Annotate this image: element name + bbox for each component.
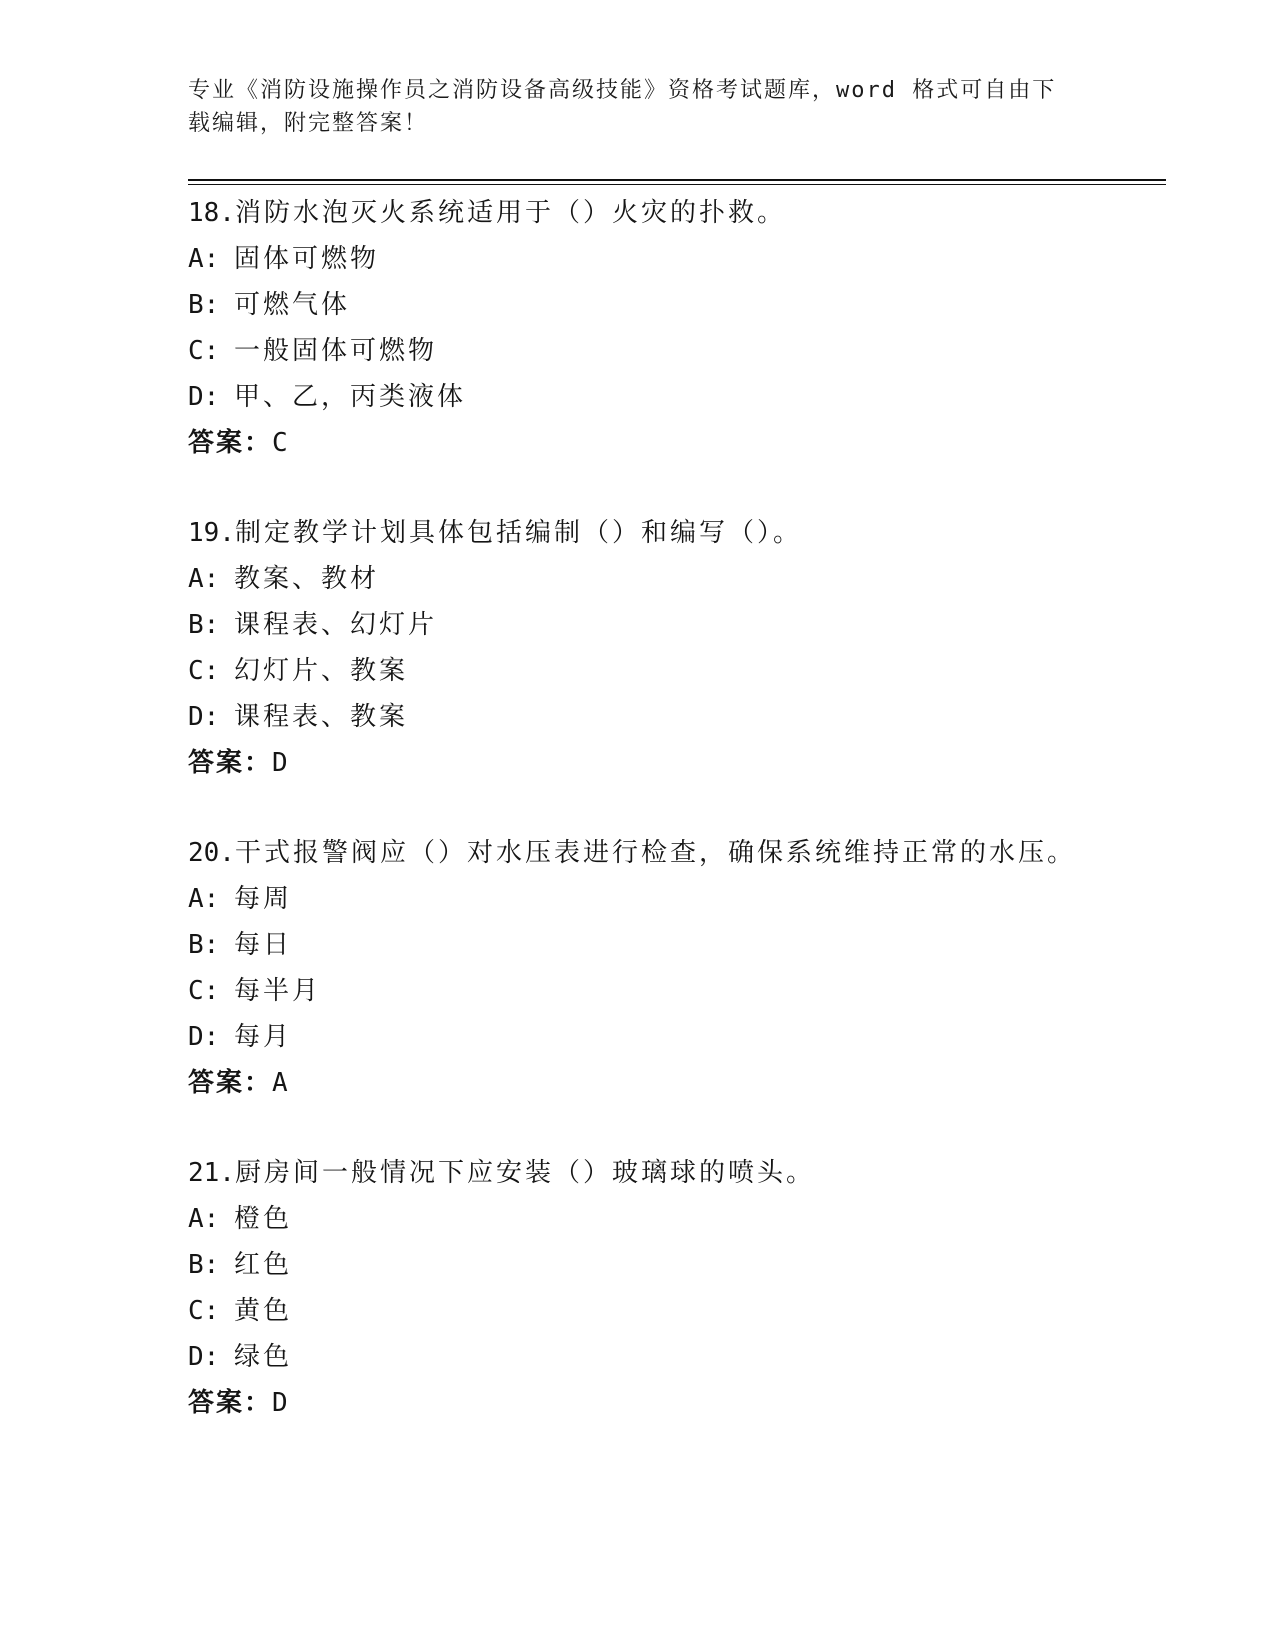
question-21 bbox=[188, 1150, 1166, 1426]
option-text: 每日 bbox=[234, 930, 293, 960]
option-text: 橙色 bbox=[234, 1204, 293, 1234]
option-c bbox=[188, 328, 1166, 374]
question-number: 19. bbox=[188, 518, 235, 548]
option-text: 每周 bbox=[234, 884, 293, 914]
option-key: B: bbox=[188, 930, 220, 960]
option-key: D: bbox=[188, 1022, 220, 1052]
option-b bbox=[188, 602, 1166, 648]
option-key: C: bbox=[188, 1296, 220, 1326]
question-stem bbox=[188, 190, 1166, 236]
option-key: A: bbox=[188, 884, 220, 914]
option-a bbox=[188, 236, 1166, 282]
option-key: C: bbox=[188, 656, 220, 686]
option-a bbox=[188, 876, 1166, 922]
option-b bbox=[188, 1242, 1166, 1288]
answer-label: 答案： bbox=[188, 428, 273, 458]
question-number: 20. bbox=[188, 838, 235, 868]
option-text: 可燃气体 bbox=[234, 290, 351, 320]
question-18 bbox=[188, 190, 1166, 466]
option-c bbox=[188, 1288, 1166, 1334]
option-c bbox=[188, 648, 1166, 694]
answer-line bbox=[188, 740, 1166, 786]
option-key: A: bbox=[188, 564, 220, 594]
answer-value: D bbox=[272, 1388, 288, 1418]
option-b bbox=[188, 922, 1166, 968]
question-19 bbox=[188, 510, 1166, 786]
option-a bbox=[188, 1196, 1166, 1242]
answer-value: D bbox=[272, 748, 288, 778]
option-text: 红色 bbox=[234, 1250, 293, 1280]
option-text: 黄色 bbox=[234, 1296, 293, 1326]
option-d bbox=[188, 694, 1166, 740]
option-text: 每半月 bbox=[234, 976, 322, 1006]
option-key: D: bbox=[188, 1342, 220, 1372]
question-text: 干式报警阀应（）对水压表进行检查，确保系统维持正常的水压。 bbox=[234, 838, 1076, 868]
question-list bbox=[188, 190, 1166, 1470]
question-text: 制定教学计划具体包括编制（）和编写（）。 bbox=[234, 518, 802, 548]
question-20 bbox=[188, 830, 1166, 1106]
question-stem bbox=[188, 1150, 1166, 1196]
option-text: 一般固体可燃物 bbox=[234, 336, 438, 366]
question-stem bbox=[188, 510, 1166, 556]
answer-value: A bbox=[272, 1068, 288, 1098]
option-d bbox=[188, 374, 1166, 420]
header-divider-thick bbox=[188, 179, 1166, 181]
answer-value: C bbox=[272, 428, 288, 458]
option-text: 幻灯片、教案 bbox=[234, 656, 409, 686]
option-key: A: bbox=[188, 244, 220, 274]
option-key: D: bbox=[188, 702, 220, 732]
option-text: 教案、教材 bbox=[234, 564, 380, 594]
document-header bbox=[188, 74, 1088, 140]
option-key: B: bbox=[188, 610, 220, 640]
header-line-1: 专业《消防设施操作员之消防设备高级技能》资格考试题库，word 格式可自由下 bbox=[188, 78, 1057, 103]
answer-line bbox=[188, 1060, 1166, 1106]
option-d bbox=[188, 1014, 1166, 1060]
option-text: 课程表、幻灯片 bbox=[234, 610, 438, 640]
option-text: 每月 bbox=[234, 1022, 293, 1052]
header-line-2: 载编辑，附完整答案！ bbox=[188, 111, 429, 136]
option-b bbox=[188, 282, 1166, 328]
header-divider-thin bbox=[188, 184, 1166, 185]
option-key: C: bbox=[188, 336, 220, 366]
option-a bbox=[188, 556, 1166, 602]
answer-line bbox=[188, 1380, 1166, 1426]
question-number: 21. bbox=[188, 1158, 235, 1188]
option-key: D: bbox=[188, 382, 220, 412]
answer-label: 答案： bbox=[188, 1068, 273, 1098]
option-key: C: bbox=[188, 976, 220, 1006]
option-key: B: bbox=[188, 290, 220, 320]
option-key: B: bbox=[188, 1250, 220, 1280]
answer-line bbox=[188, 420, 1166, 466]
option-text: 甲、乙，丙类液体 bbox=[234, 382, 467, 412]
option-key: A: bbox=[188, 1204, 220, 1234]
question-text: 消防水泡灭火系统适用于（）火灾的扑救。 bbox=[234, 198, 786, 228]
question-text: 厨房间一般情况下应安装（）玻璃球的喷头。 bbox=[234, 1158, 815, 1188]
option-d bbox=[188, 1334, 1166, 1380]
option-text: 固体可燃物 bbox=[234, 244, 380, 274]
answer-label: 答案： bbox=[188, 1388, 273, 1418]
option-c bbox=[188, 968, 1166, 1014]
question-number: 18. bbox=[188, 198, 235, 228]
option-text: 绿色 bbox=[234, 1342, 293, 1372]
option-text: 课程表、教案 bbox=[234, 702, 409, 732]
question-stem bbox=[188, 830, 1166, 876]
answer-label: 答案： bbox=[188, 748, 273, 778]
